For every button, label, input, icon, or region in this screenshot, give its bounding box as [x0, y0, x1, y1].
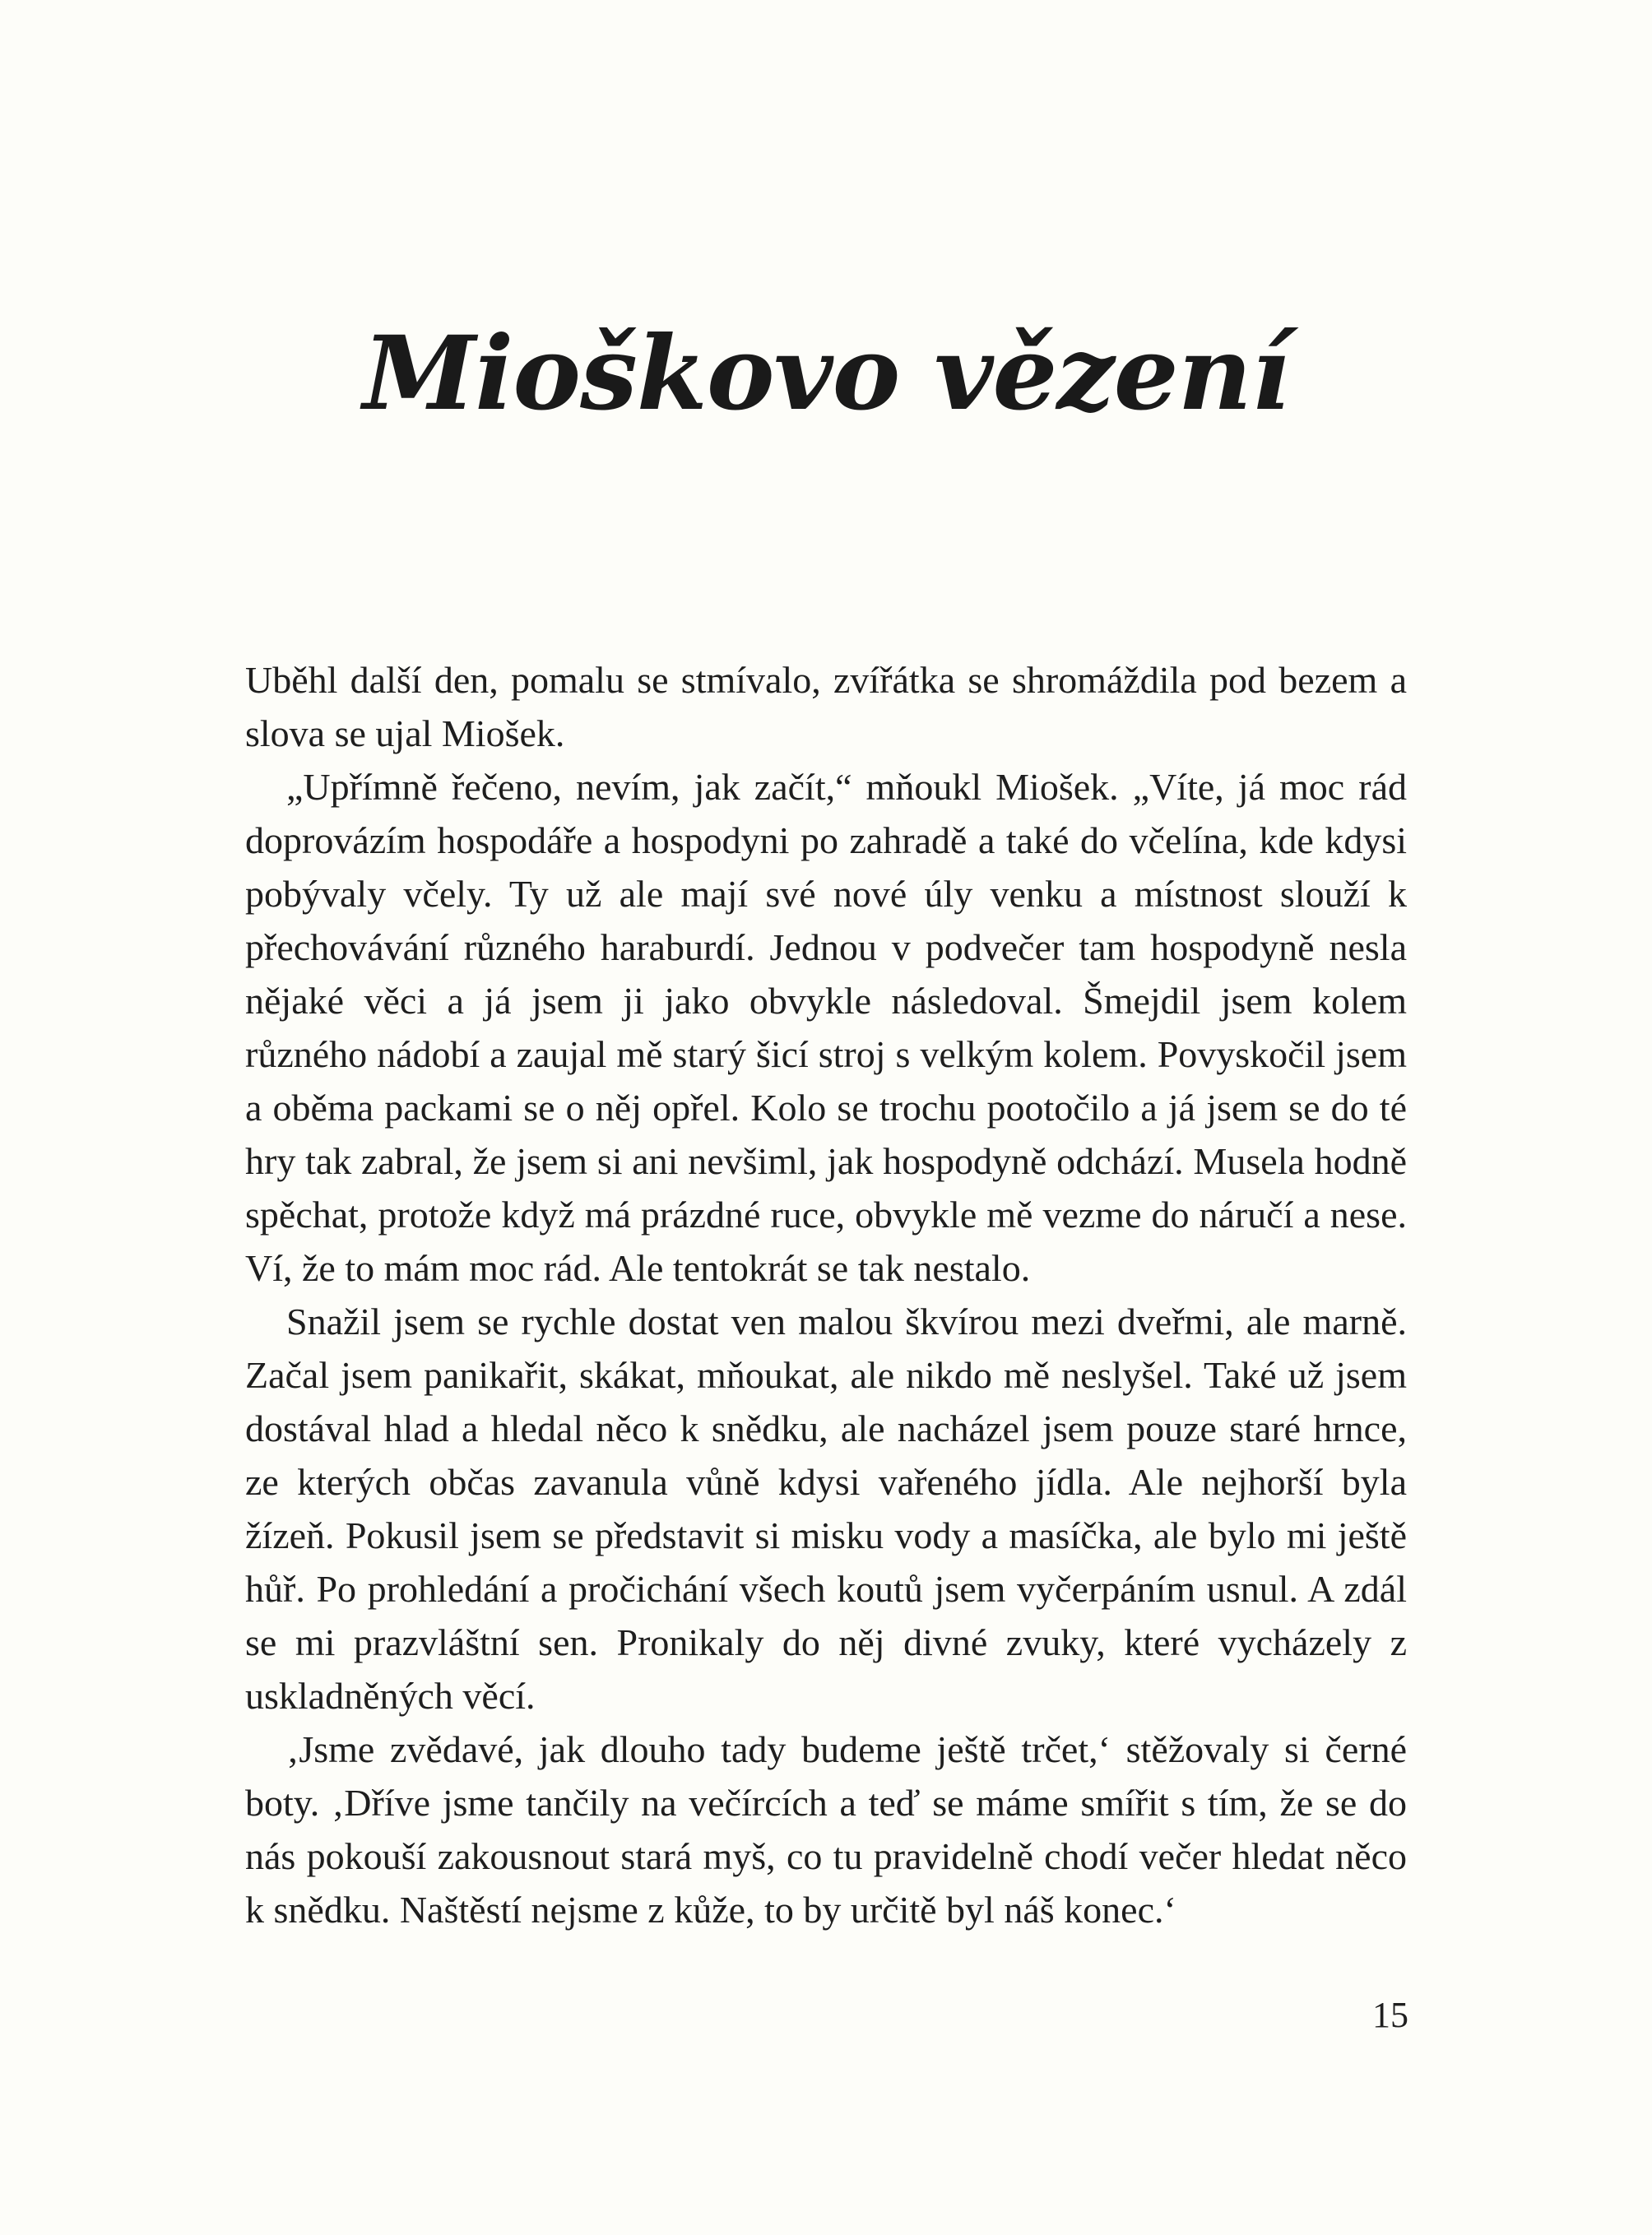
paragraph: Uběhl další den, pomalu se stmívalo, zvířátka se shromáždila pod bezem a slova se ujal Miošek.	[245, 659, 1407, 754]
page-number: 15	[1372, 1995, 1408, 2035]
body-text	[245, 653, 1407, 1936]
paragraph: Snažil jsem se rychle dostat ven malou škvírou mezi dveřmi, ale marně. Začal jsem panikařit, skákat, mňoukat, ale nikdo mě neslyšel. Také už jsem dostával hlad a hledal něco k snědku, ale nacházel jsem pouze staré hrnce, ze kterých občas zavanula vůně kdysi vařeného jídla. Ale nejhorší byla žízeň. Pokusil jsem se představit si misku vody a masíčka, ale bylo mi ještě hůř. Po prohledání a pročichání všech koutů jsem vyčerpáním usnul. A zdál se mi prazvláštní sen. Pronikaly do něj divné zvuky, které vycházely z uskladněných věcí.	[245, 1301, 1407, 1717]
chapter-title: Mioškovo vězení	[363, 314, 1289, 434]
paragraph: ‚Jsme zvědavé, jak dlouho tady budeme ještě trčet,‘ stěžovaly si černé boty. ‚Dříve jsme tančily na večírcích a teď se máme smířit s tím, že se do nás pokouší zakousnout stará myš, co tu pravidelně chodí večer hledat něco k snědku. Naštěstí nejsme z kůže, to by určitě byl náš konec.‘	[245, 1728, 1407, 1931]
paragraph: „Upřímně řečeno, nevím, jak začít,“ mňoukl Miošek. „Víte, já moc rád doprovázím hospodáře a hospodyni po zahradě a také do včelína, kde kdysi pobývaly včely. Ty už ale mají své nové úly venku a místnost slouží k přechovávání různého haraburdí. Jednou v podvečer tam hospodyně nesla nějaké věci a já jsem ji jako obvykle následoval. Šmejdil jsem kolem různého nádobí a zaujal mě starý šicí stroj s velkým kolem. Povyskočil jsem a oběma packami se o něj opřel. Kolo se trochu pootočilo a já jsem se do té hry tak zabral, že jsem si ani nevšiml, jak hospodyně odchází. Musela hodně spěchat, protože když má prázdné ruce, obvykle mě vezme do náručí a nese. Ví, že to mám moc rád. Ale tentokrát se tak nestalo.	[245, 766, 1407, 1289]
